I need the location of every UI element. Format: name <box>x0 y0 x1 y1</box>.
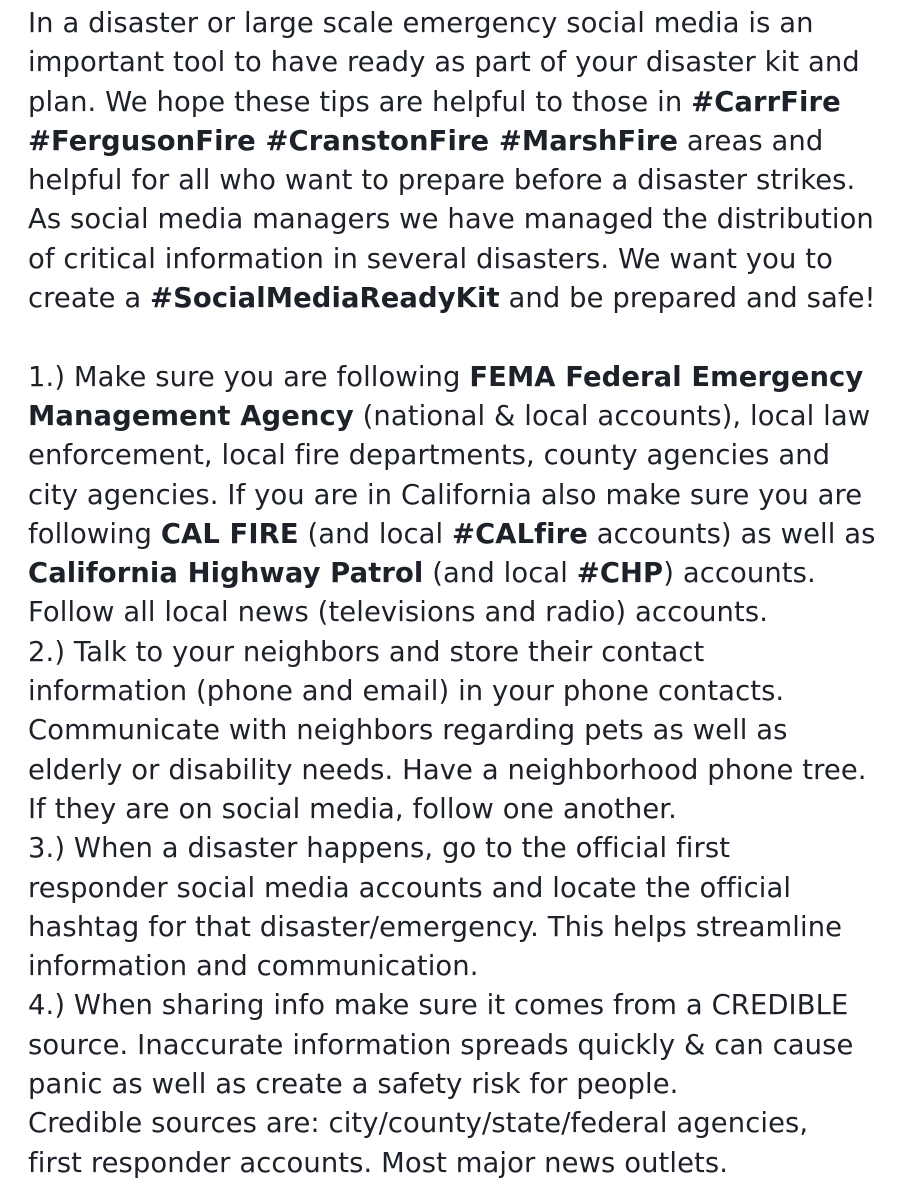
text-segment: create a <box>28 283 151 315</box>
text-segment: If they are on social media, follow one another. <box>28 793 677 825</box>
text-segment: responder social media accounts and locate the official <box>28 872 792 904</box>
text-line <box>28 397 908 436</box>
text-line <box>28 672 908 711</box>
text-line <box>28 43 908 82</box>
text-line <box>28 279 908 318</box>
hashtag-text: #CarrFire <box>691 86 841 118</box>
text-line <box>28 200 908 239</box>
text-line <box>28 358 908 397</box>
text-line <box>28 633 908 672</box>
hashtag-text: #CHP <box>576 558 664 590</box>
text-segment: hashtag for that disaster/emergency. This helps streamline <box>28 911 843 943</box>
text-line <box>28 161 908 200</box>
text-line <box>28 593 908 632</box>
bold-text: CAL FIRE <box>160 518 299 550</box>
text-line <box>28 1026 908 1065</box>
text-line <box>28 947 908 986</box>
hashtag-text: #SocialMediaReadyKit <box>150 283 500 315</box>
text-segment: accounts) as well as <box>587 518 876 550</box>
text-segment: 4.) When sharing info make sure it comes from a CREDIBLE <box>28 990 849 1022</box>
text-segment: Follow all local news (televisions and radio) accounts. <box>28 597 769 629</box>
text-segment: In a disaster or large scale emergency social media is an <box>28 8 814 39</box>
text-line <box>28 240 908 279</box>
text-line <box>28 122 908 161</box>
hashtag-text: #FergusonFire #CranstonFire #MarshFire <box>28 125 679 157</box>
text-segment: Credible sources are: city/county/state/federal agencies, <box>28 1108 809 1140</box>
text-segment: source. Inaccurate information spreads quickly & can cause <box>28 1029 854 1061</box>
text-line <box>28 83 908 122</box>
text-segment: elderly or disability needs. Have a neighborhood phone tree. <box>28 754 867 786</box>
text-segment: 3.) When a disaster happens, go to the official first <box>28 833 731 865</box>
paragraph-break <box>28 318 908 357</box>
text-segment: plan. We hope these tips are helpful to those in <box>28 86 692 118</box>
bold-text: Management Agency <box>28 400 354 432</box>
text-segment: information and communication. <box>28 951 479 983</box>
text-line <box>28 829 908 868</box>
text-line <box>28 1104 908 1143</box>
text-segment: As social media managers we have managed the distribution <box>28 204 874 236</box>
text-segment: first responder accounts. Most major news outlets. <box>28 1147 729 1179</box>
text-line <box>28 790 908 829</box>
text-segment: 1.) Make sure you are following <box>28 361 470 393</box>
text-line <box>28 869 908 908</box>
text-segment: ) accounts. <box>663 558 816 590</box>
text-segment: enforcement, local fire departments, county agencies and <box>28 440 831 472</box>
text-segment: and be prepared and safe! <box>499 283 876 315</box>
text-line <box>28 554 908 593</box>
text-segment: city agencies. If you are in California also make sure you are <box>28 479 863 511</box>
text-line <box>28 711 908 750</box>
text-segment: information (phone and email) in your phone contacts. <box>28 676 785 708</box>
bold-text: FEMA Federal Emergency <box>469 361 864 393</box>
text-line <box>28 515 908 554</box>
text-segment: (and local <box>423 558 577 590</box>
text-line <box>28 436 908 475</box>
text-segment: following <box>28 518 161 550</box>
text-segment: areas and <box>678 125 824 157</box>
text-segment: helpful for all who want to prepare before a disaster strikes. <box>28 165 856 197</box>
text-segment: (national & local accounts), local law <box>353 400 871 432</box>
text-line <box>28 1065 908 1104</box>
post-body-text <box>28 4 908 1183</box>
text-segment: panic as well as create a safety risk for people. <box>28 1069 679 1101</box>
text-line <box>28 1144 908 1183</box>
text-line <box>28 986 908 1025</box>
text-line <box>28 751 908 790</box>
bold-text: California Highway Patrol <box>28 558 424 590</box>
text-segment: (and local <box>298 518 453 550</box>
hashtag-text: #CALfire <box>452 518 588 550</box>
text-segment: Communicate with neighbors regarding pets as well as <box>28 715 788 747</box>
text-line <box>28 476 908 515</box>
text-line <box>28 908 908 947</box>
text-segment: of critical information in several disasters. We want you to <box>28 243 833 275</box>
text-segment: 2.) Talk to your neighbors and store their contact <box>28 636 705 668</box>
text-line <box>28 4 908 43</box>
text-segment: important tool to have ready as part of your disaster kit and <box>28 47 860 79</box>
